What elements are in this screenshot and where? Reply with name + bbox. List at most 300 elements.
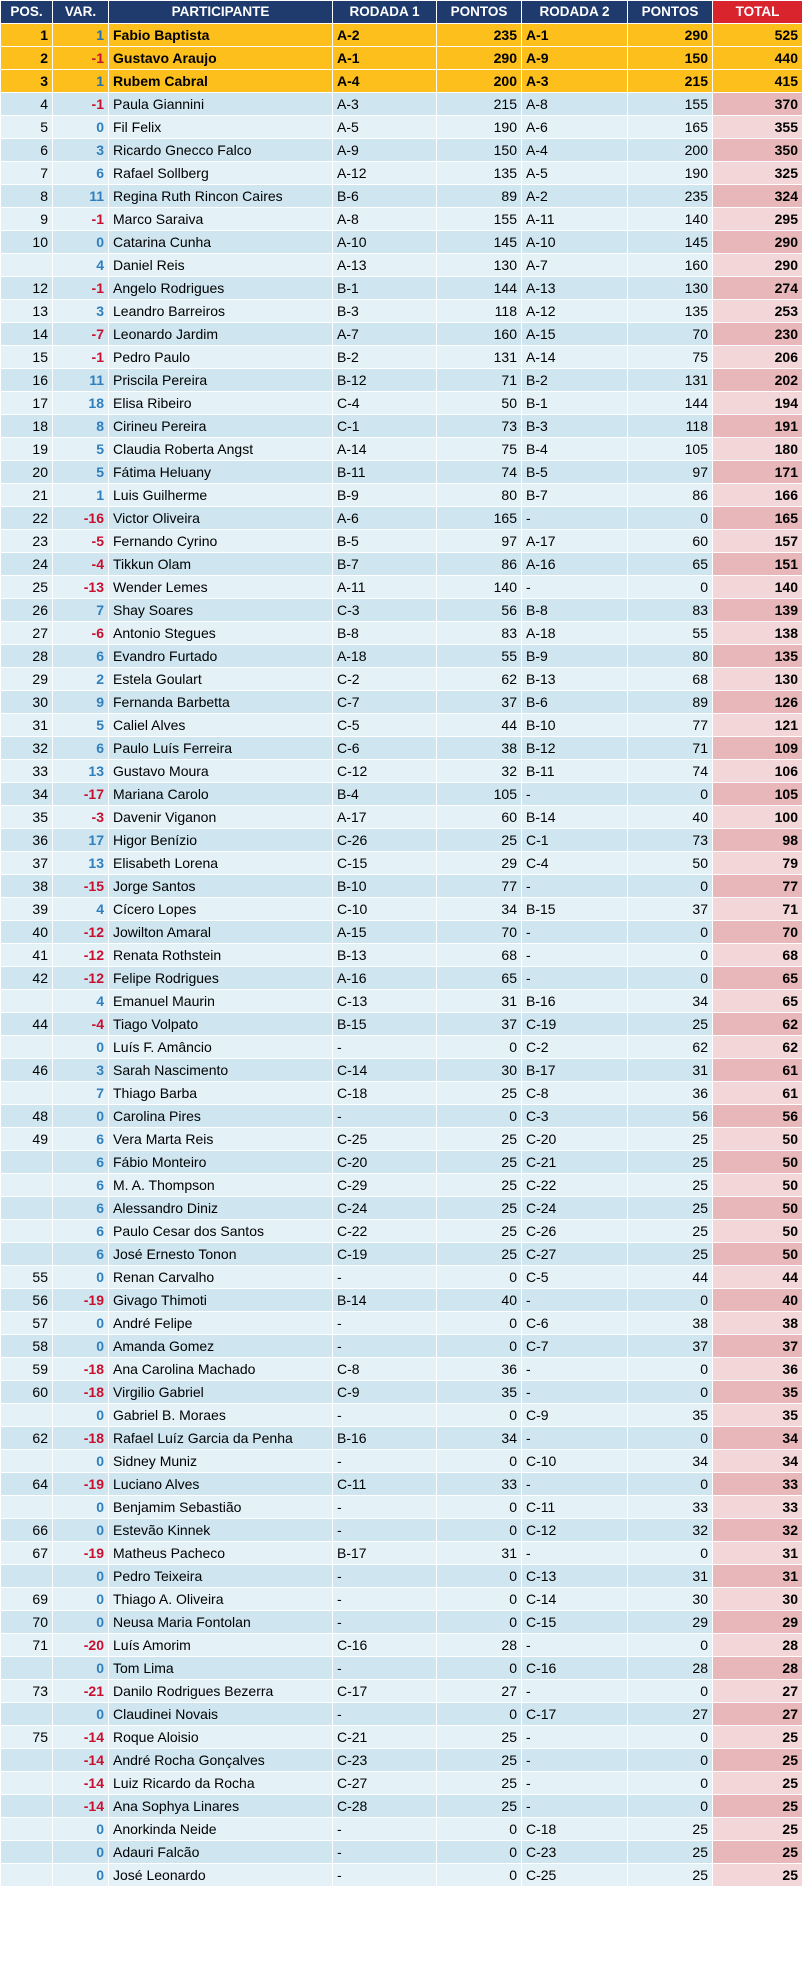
row-rodada-2: C-11 (522, 1496, 628, 1519)
row-rodada-1: B-15 (333, 1013, 437, 1036)
row-rodada-1: A-12 (333, 162, 437, 185)
row-variation: 6 (53, 645, 109, 668)
row-rodada-1: - (333, 1312, 437, 1335)
row-pontos-1: 25 (437, 1128, 522, 1151)
row-position: 71 (1, 1634, 53, 1657)
row-participant-name: Sidney Muniz (109, 1450, 333, 1473)
row-variation: -14 (53, 1795, 109, 1818)
row-total: 135 (713, 645, 802, 668)
row-participant-name: Davenir Viganon (109, 806, 333, 829)
row-variation: 4 (53, 254, 109, 277)
row-participant-name: Estevão Kinnek (109, 1519, 333, 1542)
row-total: 68 (713, 944, 802, 967)
row-total: 140 (713, 576, 802, 599)
row-pontos-1: 29 (437, 852, 522, 875)
row-pontos-2: 55 (628, 622, 713, 645)
row-rodada-2: B-5 (522, 461, 628, 484)
row-position: 16 (1, 369, 53, 392)
row-pontos-2: 25 (628, 1220, 713, 1243)
row-rodada-1: B-10 (333, 875, 437, 898)
table-row (1, 415, 802, 438)
row-total: 130 (713, 668, 802, 691)
row-rodada-1: A-9 (333, 139, 437, 162)
row-pontos-1: 97 (437, 530, 522, 553)
row-pontos-1: 0 (437, 1588, 522, 1611)
row-total: 50 (713, 1197, 802, 1220)
table-row (1, 1519, 802, 1542)
row-pontos-1: 0 (437, 1565, 522, 1588)
table-row (1, 1657, 802, 1680)
row-participant-name: Tiago Volpato (109, 1013, 333, 1036)
table-row (1, 300, 802, 323)
row-pontos-1: 144 (437, 277, 522, 300)
row-participant-name: Luis Guilherme (109, 484, 333, 507)
row-pontos-1: 25 (437, 1749, 522, 1772)
row-variation: 0 (53, 1565, 109, 1588)
row-rodada-1: A-13 (333, 254, 437, 277)
row-rodada-2: C-24 (522, 1197, 628, 1220)
table-row (1, 1772, 802, 1795)
row-total: 28 (713, 1634, 802, 1657)
row-position (1, 254, 53, 277)
row-variation: 0 (53, 1266, 109, 1289)
row-total: 355 (713, 116, 802, 139)
row-pontos-2: 0 (628, 1772, 713, 1795)
row-total: 61 (713, 1082, 802, 1105)
row-participant-name: Luciano Alves (109, 1473, 333, 1496)
row-total: 62 (713, 1013, 802, 1036)
row-rodada-2: - (522, 967, 628, 990)
row-variation: 0 (53, 1450, 109, 1473)
row-pontos-1: 0 (437, 1335, 522, 1358)
header-var: VAR. (53, 1, 109, 24)
table-row (1, 208, 802, 231)
row-rodada-2: A-11 (522, 208, 628, 231)
row-total: 31 (713, 1542, 802, 1565)
row-pontos-1: 56 (437, 599, 522, 622)
row-participant-name: Priscila Pereira (109, 369, 333, 392)
row-participant-name: Rafael Sollberg (109, 162, 333, 185)
row-rodada-1: A-7 (333, 323, 437, 346)
row-participant-name: Fábio Monteiro (109, 1151, 333, 1174)
row-pontos-1: 25 (437, 1174, 522, 1197)
row-participant-name: Fabio Baptista (109, 24, 333, 47)
row-rodada-1: B-8 (333, 622, 437, 645)
table-row (1, 1818, 802, 1841)
row-pontos-2: 25 (628, 1174, 713, 1197)
row-rodada-2: C-27 (522, 1243, 628, 1266)
row-rodada-1: - (333, 1703, 437, 1726)
row-rodada-1: A-6 (333, 507, 437, 530)
row-rodada-2: - (522, 1680, 628, 1703)
row-pontos-2: 86 (628, 484, 713, 507)
row-pontos-1: 200 (437, 70, 522, 93)
table-row (1, 714, 802, 737)
row-rodada-2: B-8 (522, 599, 628, 622)
row-participant-name: Fil Felix (109, 116, 333, 139)
row-total: 324 (713, 185, 802, 208)
row-rodada-2: B-1 (522, 392, 628, 415)
row-position: 67 (1, 1542, 53, 1565)
row-rodada-1: A-5 (333, 116, 437, 139)
row-pontos-1: 290 (437, 47, 522, 70)
row-participant-name: Fátima Heluany (109, 461, 333, 484)
row-total: 440 (713, 47, 802, 70)
row-position (1, 1036, 53, 1059)
table-row (1, 254, 802, 277)
row-position: 41 (1, 944, 53, 967)
row-rodada-2: A-3 (522, 70, 628, 93)
row-variation: -3 (53, 806, 109, 829)
row-position: 66 (1, 1519, 53, 1542)
row-pontos-2: 0 (628, 1381, 713, 1404)
row-participant-name: André Rocha Gonçalves (109, 1749, 333, 1772)
row-rodada-2: - (522, 1634, 628, 1657)
row-participant-name: Gustavo Moura (109, 760, 333, 783)
row-rodada-2: - (522, 1381, 628, 1404)
table-row (1, 576, 802, 599)
row-participant-name: Cícero Lopes (109, 898, 333, 921)
row-pontos-1: 25 (437, 1197, 522, 1220)
row-pontos-1: 0 (437, 1611, 522, 1634)
row-rodada-2: C-8 (522, 1082, 628, 1105)
row-rodada-1: B-1 (333, 277, 437, 300)
row-pontos-2: 165 (628, 116, 713, 139)
row-pontos-2: 73 (628, 829, 713, 852)
row-position: 49 (1, 1128, 53, 1151)
row-total: 61 (713, 1059, 802, 1082)
row-pontos-2: 0 (628, 507, 713, 530)
row-position: 33 (1, 760, 53, 783)
row-variation: -15 (53, 875, 109, 898)
row-position: 75 (1, 1726, 53, 1749)
row-participant-name: Adauri Falcão (109, 1841, 333, 1864)
row-pontos-2: 0 (628, 1289, 713, 1312)
table-row (1, 1243, 802, 1266)
row-position (1, 1703, 53, 1726)
row-variation: 0 (53, 1312, 109, 1335)
row-position: 4 (1, 93, 53, 116)
row-participant-name: Neusa Maria Fontolan (109, 1611, 333, 1634)
row-rodada-2: C-4 (522, 852, 628, 875)
row-pontos-2: 25 (628, 1013, 713, 1036)
row-pontos-1: 105 (437, 783, 522, 806)
row-pontos-1: 118 (437, 300, 522, 323)
row-pontos-2: 0 (628, 1749, 713, 1772)
row-rodada-2: - (522, 1289, 628, 1312)
row-participant-name: Pedro Teixeira (109, 1565, 333, 1588)
row-participant-name: M. A. Thompson (109, 1174, 333, 1197)
row-pontos-1: 31 (437, 1542, 522, 1565)
row-participant-name: Leonardo Jardim (109, 323, 333, 346)
row-total: 98 (713, 829, 802, 852)
row-pontos-1: 70 (437, 921, 522, 944)
row-pontos-2: 35 (628, 1404, 713, 1427)
row-participant-name: Alessandro Diniz (109, 1197, 333, 1220)
row-total: 274 (713, 277, 802, 300)
row-variation: 0 (53, 1404, 109, 1427)
row-pontos-2: 0 (628, 875, 713, 898)
row-pontos-2: 25 (628, 1197, 713, 1220)
row-variation: -20 (53, 1634, 109, 1657)
header-rodada-1: RODADA 1 (333, 1, 437, 24)
table-row (1, 392, 802, 415)
row-variation: 9 (53, 691, 109, 714)
row-total: 25 (713, 1726, 802, 1749)
row-total: 121 (713, 714, 802, 737)
table-row (1, 1634, 802, 1657)
table-row (1, 1151, 802, 1174)
row-rodada-1: C-13 (333, 990, 437, 1013)
row-rodada-2: C-6 (522, 1312, 628, 1335)
row-position: 8 (1, 185, 53, 208)
row-participant-name: Felipe Rodrigues (109, 967, 333, 990)
row-variation: 1 (53, 24, 109, 47)
row-rodada-1: C-18 (333, 1082, 437, 1105)
row-pontos-2: 38 (628, 1312, 713, 1335)
row-rodada-2: B-10 (522, 714, 628, 737)
row-position: 48 (1, 1105, 53, 1128)
row-pontos-2: 62 (628, 1036, 713, 1059)
row-variation: -12 (53, 967, 109, 990)
row-position (1, 1818, 53, 1841)
row-position: 42 (1, 967, 53, 990)
row-pontos-1: 68 (437, 944, 522, 967)
row-pontos-2: 60 (628, 530, 713, 553)
row-variation: 6 (53, 1151, 109, 1174)
row-variation: 17 (53, 829, 109, 852)
row-pontos-1: 235 (437, 24, 522, 47)
row-rodada-2: - (522, 783, 628, 806)
row-variation: -12 (53, 921, 109, 944)
row-rodada-2: - (522, 1749, 628, 1772)
row-rodada-1: B-12 (333, 369, 437, 392)
row-participant-name: Jorge Santos (109, 875, 333, 898)
row-rodada-1: B-5 (333, 530, 437, 553)
row-variation: 0 (53, 1496, 109, 1519)
row-pontos-1: 86 (437, 553, 522, 576)
row-position: 70 (1, 1611, 53, 1634)
row-pontos-2: 0 (628, 1473, 713, 1496)
row-pontos-2: 37 (628, 898, 713, 921)
row-rodada-1: B-6 (333, 185, 437, 208)
row-variation: -4 (53, 553, 109, 576)
row-variation: 4 (53, 898, 109, 921)
row-pontos-2: 31 (628, 1059, 713, 1082)
table-row (1, 162, 802, 185)
row-variation: 0 (53, 1036, 109, 1059)
row-pontos-2: 0 (628, 1634, 713, 1657)
table-row (1, 507, 802, 530)
row-pontos-2: 68 (628, 668, 713, 691)
row-variation: 0 (53, 1519, 109, 1542)
row-position: 19 (1, 438, 53, 461)
row-position: 20 (1, 461, 53, 484)
table-row (1, 323, 802, 346)
row-rodada-1: - (333, 1404, 437, 1427)
row-participant-name: Paulo Luís Ferreira (109, 737, 333, 760)
row-participant-name: Fernanda Barbetta (109, 691, 333, 714)
row-pontos-1: 25 (437, 1220, 522, 1243)
row-participant-name: Ricardo Gnecco Falco (109, 139, 333, 162)
header-pontos-2: PONTOS (628, 1, 713, 24)
row-rodada-2: A-2 (522, 185, 628, 208)
row-pontos-2: 89 (628, 691, 713, 714)
row-rodada-1: C-20 (333, 1151, 437, 1174)
table-row (1, 1335, 802, 1358)
row-participant-name: Daniel Reis (109, 254, 333, 277)
row-position: 32 (1, 737, 53, 760)
row-position: 23 (1, 530, 53, 553)
row-total: 38 (713, 1312, 802, 1335)
row-position (1, 1404, 53, 1427)
row-variation: 3 (53, 1059, 109, 1082)
row-pontos-1: 215 (437, 93, 522, 116)
row-participant-name: Victor Oliveira (109, 507, 333, 530)
table-row (1, 1220, 802, 1243)
row-pontos-2: 0 (628, 967, 713, 990)
row-pontos-2: 50 (628, 852, 713, 875)
row-pontos-2: 70 (628, 323, 713, 346)
row-rodada-1: C-15 (333, 852, 437, 875)
row-participant-name: Virgilio Gabriel (109, 1381, 333, 1404)
row-rodada-1: A-8 (333, 208, 437, 231)
row-participant-name: Tikkun Olam (109, 553, 333, 576)
row-pontos-2: 31 (628, 1565, 713, 1588)
row-pontos-2: 131 (628, 369, 713, 392)
row-position: 15 (1, 346, 53, 369)
table-row (1, 1105, 802, 1128)
row-rodada-2: C-17 (522, 1703, 628, 1726)
row-position: 6 (1, 139, 53, 162)
row-participant-name: Rubem Cabral (109, 70, 333, 93)
row-rodada-2: C-3 (522, 1105, 628, 1128)
row-participant-name: Shay Soares (109, 599, 333, 622)
row-pontos-1: 131 (437, 346, 522, 369)
row-position: 26 (1, 599, 53, 622)
row-participant-name: Renata Rothstein (109, 944, 333, 967)
row-pontos-2: 25 (628, 1841, 713, 1864)
table-row (1, 70, 802, 93)
row-pontos-1: 0 (437, 1450, 522, 1473)
table-row (1, 530, 802, 553)
row-rodada-2: B-13 (522, 668, 628, 691)
row-participant-name: Regina Ruth Rincon Caires (109, 185, 333, 208)
row-rodada-1: - (333, 1841, 437, 1864)
row-participant-name: Amanda Gomez (109, 1335, 333, 1358)
row-rodada-1: B-9 (333, 484, 437, 507)
table-row (1, 1864, 802, 1887)
table-row (1, 1749, 802, 1772)
row-position (1, 1864, 53, 1887)
table-row (1, 852, 802, 875)
row-variation: 0 (53, 1818, 109, 1841)
row-position: 22 (1, 507, 53, 530)
row-variation: 0 (53, 1335, 109, 1358)
row-total: 105 (713, 783, 802, 806)
row-variation: -12 (53, 944, 109, 967)
row-rodada-1: C-17 (333, 1680, 437, 1703)
table-row (1, 921, 802, 944)
row-total: 370 (713, 93, 802, 116)
row-rodada-2: C-9 (522, 1404, 628, 1427)
table-row (1, 1450, 802, 1473)
row-participant-name: Leandro Barreiros (109, 300, 333, 323)
row-rodada-2: A-15 (522, 323, 628, 346)
row-pontos-2: 0 (628, 1795, 713, 1818)
table-row (1, 599, 802, 622)
row-rodada-1: C-9 (333, 1381, 437, 1404)
row-pontos-1: 0 (437, 1818, 522, 1841)
row-total: 70 (713, 921, 802, 944)
row-rodada-1: C-6 (333, 737, 437, 760)
row-pontos-1: 0 (437, 1864, 522, 1887)
row-pontos-2: 25 (628, 1243, 713, 1266)
row-rodada-1: C-10 (333, 898, 437, 921)
row-total: 37 (713, 1335, 802, 1358)
row-total: 350 (713, 139, 802, 162)
row-variation: -17 (53, 783, 109, 806)
row-participant-name: Marco Saraiva (109, 208, 333, 231)
row-pontos-1: 0 (437, 1841, 522, 1864)
table-row (1, 1496, 802, 1519)
row-pontos-2: 29 (628, 1611, 713, 1634)
row-total: 33 (713, 1496, 802, 1519)
row-position: 1 (1, 24, 53, 47)
row-pontos-1: 44 (437, 714, 522, 737)
row-rodada-1: - (333, 1565, 437, 1588)
row-variation: -18 (53, 1381, 109, 1404)
row-pontos-1: 34 (437, 898, 522, 921)
row-variation: 6 (53, 1220, 109, 1243)
table-row (1, 760, 802, 783)
row-total: 33 (713, 1473, 802, 1496)
row-pontos-1: 60 (437, 806, 522, 829)
row-pontos-2: 28 (628, 1657, 713, 1680)
row-pontos-2: 140 (628, 208, 713, 231)
row-rodada-2: - (522, 576, 628, 599)
row-participant-name: Sarah Nascimento (109, 1059, 333, 1082)
row-variation: -19 (53, 1473, 109, 1496)
row-total: 290 (713, 231, 802, 254)
row-variation: 13 (53, 760, 109, 783)
row-rodada-1: C-2 (333, 668, 437, 691)
row-total: 151 (713, 553, 802, 576)
table-row (1, 691, 802, 714)
row-rodada-1: C-28 (333, 1795, 437, 1818)
row-rodada-1: C-1 (333, 415, 437, 438)
row-participant-name: Luís F. Amâncio (109, 1036, 333, 1059)
row-variation: 6 (53, 1128, 109, 1151)
row-rodada-1: A-2 (333, 24, 437, 47)
row-position (1, 1082, 53, 1105)
row-total: 34 (713, 1427, 802, 1450)
row-pontos-2: 0 (628, 1427, 713, 1450)
row-position (1, 1174, 53, 1197)
row-total: 290 (713, 254, 802, 277)
row-pontos-1: 0 (437, 1266, 522, 1289)
row-participant-name: Catarina Cunha (109, 231, 333, 254)
row-variation: -16 (53, 507, 109, 530)
row-pontos-2: 155 (628, 93, 713, 116)
row-position (1, 1496, 53, 1519)
row-pontos-2: 71 (628, 737, 713, 760)
row-total: 25 (713, 1772, 802, 1795)
row-total: 171 (713, 461, 802, 484)
row-position: 36 (1, 829, 53, 852)
row-total: 36 (713, 1358, 802, 1381)
row-total: 525 (713, 24, 802, 47)
